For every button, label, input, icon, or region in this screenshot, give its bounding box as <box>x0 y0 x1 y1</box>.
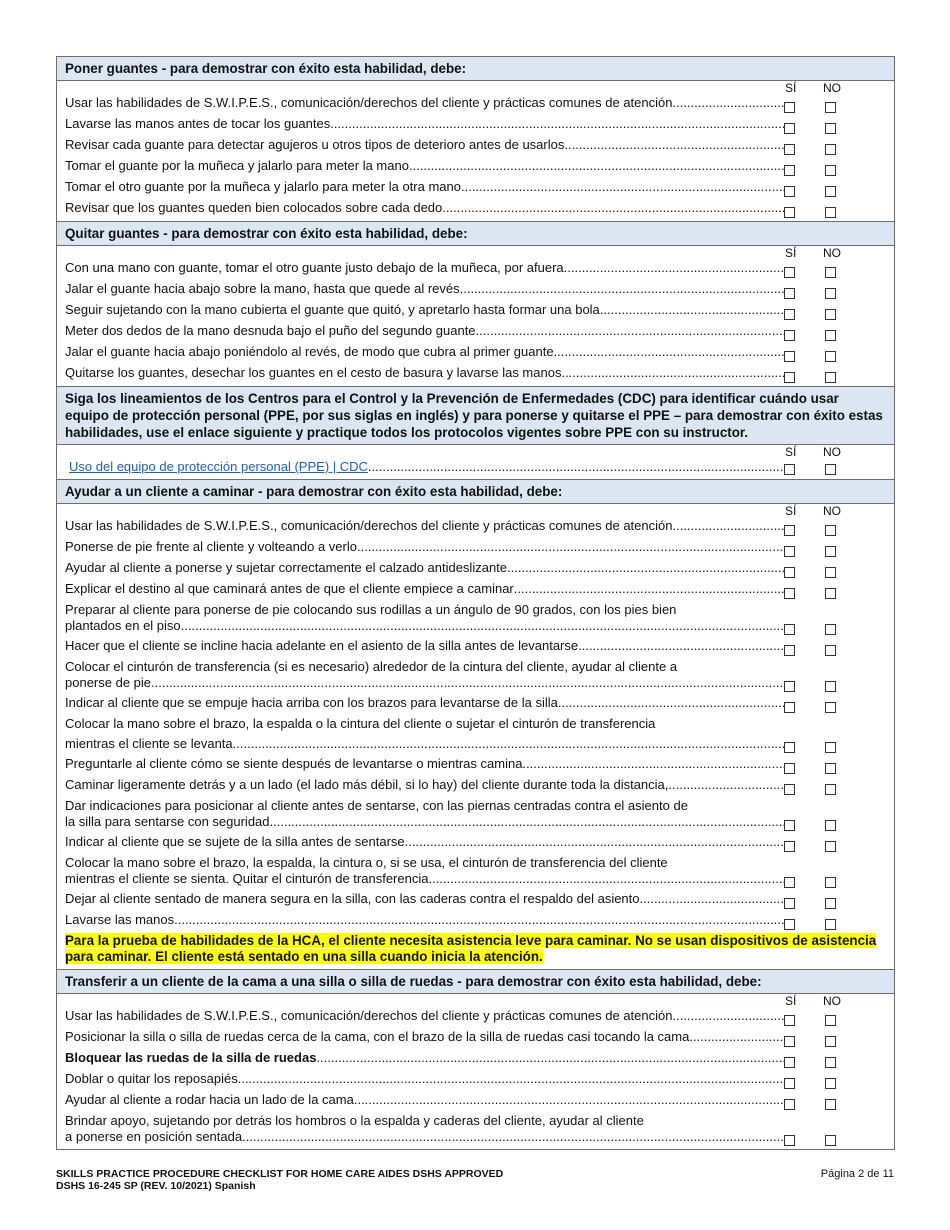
checklist-item <box>57 200 894 221</box>
item-line <box>65 200 785 216</box>
checkbox-si[interactable] <box>784 645 795 656</box>
checkbox-si[interactable] <box>784 525 795 536</box>
item-text <box>57 695 785 711</box>
item-text <box>57 638 785 654</box>
checklist-item <box>57 834 894 855</box>
leader-dots <box>442 200 785 216</box>
checkbox-no[interactable] <box>825 144 836 155</box>
checkbox-no[interactable] <box>825 330 836 341</box>
checkbox-no[interactable] <box>825 898 836 909</box>
item-line-text: Usar las habilidades de S.W.I.P.E.S., comunicación/derechos del cliente y prácticas comunes de atención <box>65 1008 673 1023</box>
column-header <box>57 504 894 518</box>
section-poner-guantes <box>57 57 894 221</box>
section-cdc-ppe <box>57 386 894 479</box>
item-line <box>65 581 785 597</box>
item-line <box>65 1029 785 1045</box>
checklist-item <box>57 137 894 158</box>
checklist-item <box>57 560 894 581</box>
checkbox-no[interactable] <box>825 567 836 578</box>
checkbox-no[interactable] <box>825 207 836 218</box>
checklist-item <box>57 344 894 365</box>
item-line-text: Con una mano con guante, tomar el otro guante justo debajo de la muñeca, por afuera <box>65 260 564 275</box>
checkbox-si[interactable] <box>784 372 795 383</box>
item-text <box>57 560 785 576</box>
checkbox-si[interactable] <box>784 351 795 362</box>
section-title: Poner guantes - para demostrar con éxito esta habilidad, debe: <box>57 57 894 81</box>
checklist-item <box>57 323 894 344</box>
item-line-text: Revisar que los guantes queden bien colocados sobre cada dedo <box>65 200 443 215</box>
checkbox-no[interactable] <box>825 267 836 278</box>
checkbox-no[interactable] <box>825 841 836 852</box>
item-text <box>57 459 785 475</box>
checkbox-si[interactable] <box>784 898 795 909</box>
item-line <box>65 365 785 381</box>
item-line <box>65 116 785 132</box>
column-si-label: SÍ <box>785 246 797 260</box>
item-text <box>57 323 785 339</box>
item-line-text: Brindar apoyo, sujetando por detrás los hombros o la espalda y caderas del cliente, ayudar al cliente <box>65 1113 644 1128</box>
footer-line-2: DSHS 16-245 SP (REV. 10/2021) Spanish <box>56 1180 256 1192</box>
item-line <box>65 1050 785 1066</box>
item-text <box>57 539 785 555</box>
item-line-text: Usar las habilidades de S.W.I.P.E.S., comunicación/derechos del cliente y prácticas comunes de atención <box>65 518 673 533</box>
checklist-item <box>57 1008 894 1029</box>
item-text <box>57 365 785 381</box>
item-text <box>57 116 785 132</box>
item-text <box>57 1050 785 1066</box>
section-title: Siga los lineamientos de los Centros para el Control y la Prevención de Enfermedades (CDC) para identificar cuándo usar equipo de protección personal (PPE, por sus siglas en inglés) y para ponerse y quitarse el PPE – para demostrar con éxito estas habilidades, use el enlace siguiente y practique todos los protocolos vigentes sobre PPE con su instructor. <box>57 387 894 445</box>
item-text <box>57 200 785 216</box>
checkbox-no[interactable] <box>825 1099 836 1110</box>
checkbox-no[interactable] <box>825 645 836 656</box>
item-line-text: Dejar al cliente sentado de manera segura en la silla, con las caderas contra el respaldo del asiento <box>65 891 640 906</box>
item-line-text: Caminar ligeramente detrás y a un lado (el lado más débil, si lo hay) del cliente durante toda la distancia, <box>65 777 669 792</box>
checkbox-si[interactable] <box>784 1099 795 1110</box>
checklist-item <box>57 912 894 933</box>
section-title: Quitar guantes - para demostrar con éxito esta habilidad, debe: <box>57 222 894 246</box>
item-line-text: Quitarse los guantes, desechar los guantes en el cesto de basura y lavarse las manos <box>65 365 562 380</box>
item-line <box>65 871 785 887</box>
item-text <box>57 281 785 297</box>
checkbox-no[interactable] <box>825 186 836 197</box>
item-line-text: Lavarse las manos antes de tocar los guantes <box>65 116 331 131</box>
leader-dots <box>522 756 785 772</box>
checklist-item <box>57 95 894 116</box>
column-header <box>57 246 894 260</box>
checklist-item <box>57 260 894 281</box>
checkbox-si[interactable] <box>784 288 795 299</box>
checklist-item <box>57 1113 894 1149</box>
item-text <box>57 756 785 772</box>
column-header <box>57 445 894 459</box>
item-line-text: Ayudar al cliente a ponerse y sujetar correctamente el calzado antideslizante <box>65 560 508 575</box>
leader-dots <box>405 834 785 850</box>
checkbox-si[interactable] <box>784 123 795 134</box>
checkbox-no[interactable] <box>825 165 836 176</box>
cdc-ppe-link[interactable]: Uso del equipo de protección personal (PPE) | CDC <box>69 459 368 474</box>
item-line-text: la silla para sentarse con seguridad <box>65 814 270 829</box>
checklist-item <box>57 302 894 323</box>
column-si-label: SÍ <box>785 994 797 1008</box>
item-line-text: Colocar la mano sobre el brazo, la espalda, la cintura o, si se usa, el cinturón de transferencia del cliente <box>65 855 668 870</box>
checklist-item <box>57 116 894 137</box>
item-line <box>65 281 785 297</box>
leader-dots <box>174 912 785 928</box>
item-line <box>65 344 785 360</box>
checklist-item <box>57 1071 894 1092</box>
item-line <box>65 814 785 830</box>
item-line-text: Dar indicaciones para posicionar al cliente antes de sentarse, con las piernas centradas contra el asiento de <box>65 798 688 813</box>
leader-dots <box>672 1008 785 1024</box>
section-ayudar-caminar <box>57 479 894 969</box>
item-line <box>65 518 785 534</box>
checkbox-si[interactable] <box>784 681 795 692</box>
checkbox-no[interactable] <box>825 372 836 383</box>
checkbox-no[interactable] <box>825 877 836 888</box>
item-line-text: Seguir sujetando con la mano cubierta el guante que quitó, y apretarlo hasta formar una bola <box>65 302 600 317</box>
checkbox-si[interactable] <box>784 588 795 599</box>
leader-dots <box>316 1050 785 1066</box>
checkbox-si[interactable] <box>784 841 795 852</box>
item-line-text: ponerse de pie <box>65 675 152 690</box>
checklist-item <box>57 855 894 891</box>
item-line <box>65 95 785 111</box>
leader-dots <box>151 675 785 691</box>
checklist-item <box>57 716 894 756</box>
item-text <box>57 777 785 793</box>
item-line <box>65 1092 785 1108</box>
checkbox-si[interactable] <box>784 546 795 557</box>
item-line-text: Explicar el destino al que caminará antes de que el cliente empiece a caminar <box>65 581 514 596</box>
item-line <box>65 695 785 711</box>
item-line <box>65 1008 785 1024</box>
checkbox-si[interactable] <box>784 1078 795 1089</box>
item-line <box>65 855 785 871</box>
checkbox-si[interactable] <box>784 102 795 113</box>
column-no-label: NO <box>823 81 841 95</box>
checklist-item <box>57 1050 894 1071</box>
item-line <box>65 716 785 732</box>
footer-line-1: SKILLS PRACTICE PROCEDURE CHECKLIST FOR HOME CARE AIDES DSHS APPROVED <box>56 1168 504 1180</box>
note-text: Para la prueba de habilidades de la HCA, el cliente necesita asistencia leve para caminar. No se usan dispositivos de asistencia para caminar. El cliente está sentado en una silla cuando inicia la atención. <box>65 933 877 964</box>
checklist-item <box>57 695 894 716</box>
checkbox-si[interactable] <box>784 1057 795 1068</box>
section-quitar-guantes <box>57 221 894 386</box>
item-line-text: Indicar al cliente que se sujete de la silla antes de sentarse <box>65 834 405 849</box>
item-line <box>65 736 785 752</box>
item-text <box>57 260 785 276</box>
checkbox-si[interactable] <box>784 742 795 753</box>
checkbox-si[interactable] <box>784 1135 795 1146</box>
item-line-text: Tomar el guante por la muñeca y jalarlo para meter la mano <box>65 158 409 173</box>
checkbox-no[interactable] <box>825 742 836 753</box>
item-line-text: mientras el cliente se levanta <box>65 736 233 751</box>
item-line <box>69 459 785 475</box>
item-line-text: a ponerse en posición sentada <box>65 1129 243 1144</box>
checkbox-si[interactable] <box>784 624 795 635</box>
item-line <box>65 834 785 850</box>
leader-dots <box>668 777 785 793</box>
item-line-text: Preguntarle al cliente cómo se siente después de levantarse o mientras camina <box>65 756 523 771</box>
item-line-text: Posicionar la silla o silla de ruedas cerca de la cama, con el brazo de la silla de ruedas casi tocando la cama <box>65 1029 690 1044</box>
checkbox-si[interactable] <box>784 165 795 176</box>
highlighted-note <box>57 933 894 969</box>
item-text <box>57 95 785 111</box>
item-line <box>65 777 785 793</box>
column-si-label: SÍ <box>785 445 797 459</box>
item-line <box>65 260 785 276</box>
checkbox-no[interactable] <box>825 624 836 635</box>
item-line-text: Preparar al cliente para ponerse de pie colocando sus rodillas a un ángulo de 90 grados, con los pies bien <box>65 602 677 617</box>
item-line <box>65 137 785 153</box>
checkbox-si[interactable] <box>784 1036 795 1047</box>
checkbox-no[interactable] <box>825 681 836 692</box>
checkbox-no[interactable] <box>825 1078 836 1089</box>
checkbox-no[interactable] <box>825 351 836 362</box>
item-text <box>57 716 785 752</box>
checkbox-si[interactable] <box>784 763 795 774</box>
item-line <box>65 638 785 654</box>
checkbox-no[interactable] <box>825 102 836 113</box>
item-line <box>65 618 785 634</box>
leader-dots <box>233 736 785 752</box>
leader-dots <box>564 137 785 153</box>
item-line-text: Colocar el cinturón de transferencia (si es necesario) alrededor de la cintura del cliente, ayudar al cliente a <box>65 659 678 674</box>
item-text <box>57 912 785 928</box>
checklist-item <box>57 659 894 695</box>
item-text <box>57 179 785 195</box>
leader-dots <box>354 1092 785 1108</box>
item-line <box>65 302 785 318</box>
checkbox-si[interactable] <box>784 330 795 341</box>
leader-dots <box>461 179 785 195</box>
leader-dots <box>672 518 785 534</box>
footer-form-title <box>56 1168 503 1192</box>
checkbox-no[interactable] <box>825 288 836 299</box>
item-text <box>57 1071 785 1087</box>
leader-dots <box>514 581 785 597</box>
checkbox-no[interactable] <box>825 820 836 831</box>
checklist-item <box>57 602 894 638</box>
leader-dots <box>238 1071 785 1087</box>
item-text <box>57 659 785 691</box>
column-no-label: NO <box>823 504 841 518</box>
leader-dots <box>476 323 785 339</box>
checkbox-no[interactable] <box>825 309 836 320</box>
column-header <box>57 994 894 1008</box>
item-line <box>65 912 785 928</box>
checkbox-si[interactable] <box>784 207 795 218</box>
checkbox-no[interactable] <box>825 464 836 475</box>
checkbox-si[interactable] <box>784 784 795 795</box>
checkbox-no[interactable] <box>825 1036 836 1047</box>
checkbox-no[interactable] <box>825 1057 836 1068</box>
checkbox-si[interactable] <box>784 267 795 278</box>
leader-dots <box>330 116 785 132</box>
checkbox-si[interactable] <box>784 702 795 713</box>
checkbox-no[interactable] <box>825 546 836 557</box>
item-text <box>57 158 785 174</box>
item-line-text: Ayudar al cliente a rodar hacia un lado de la cama <box>65 1092 354 1107</box>
checkbox-si[interactable] <box>784 567 795 578</box>
item-line <box>65 602 785 618</box>
checkbox-si[interactable] <box>784 919 795 930</box>
item-text <box>57 1008 785 1024</box>
checkbox-si[interactable] <box>784 464 795 475</box>
checkbox-no[interactable] <box>825 525 836 536</box>
item-line <box>65 756 785 772</box>
leader-dots <box>270 814 785 830</box>
item-text <box>57 891 785 907</box>
checkbox-si[interactable] <box>784 820 795 831</box>
column-header <box>57 81 894 95</box>
leader-dots <box>432 871 785 887</box>
leader-dots <box>564 260 785 276</box>
checkbox-si[interactable] <box>784 186 795 197</box>
item-line-text: Tomar el otro guante por la muñeca y jalarlo para meter la otra mano <box>65 179 461 194</box>
item-text <box>57 602 785 634</box>
checklist-item <box>57 798 894 834</box>
item-line-text: Jalar el guante hacia abajo sobre la mano, hasta que quede al revés <box>65 281 460 296</box>
leader-dots <box>600 302 785 318</box>
item-line-text: Bloquear las ruedas de la silla de ruedas <box>65 1050 317 1065</box>
item-text <box>57 1092 785 1108</box>
checklist-item <box>57 281 894 302</box>
item-line-text: Revisar cada guante para detectar agujeros u otros tipos de deterioro antes de usarlos <box>65 137 565 152</box>
item-text <box>57 855 785 887</box>
item-text <box>57 834 785 850</box>
item-line-text: Doblar o quitar los reposapiés <box>65 1071 238 1086</box>
checklist-item <box>57 638 894 659</box>
leader-dots <box>672 95 785 111</box>
checkbox-no[interactable] <box>825 588 836 599</box>
item-line-text: Jalar el guante hacia abajo poniéndolo al revés, de modo que cubra al primer guante <box>65 344 554 359</box>
column-si-label: SÍ <box>785 504 797 518</box>
checklist-item <box>57 158 894 179</box>
leader-dots <box>578 638 785 654</box>
item-line <box>65 1113 785 1129</box>
item-line <box>65 659 785 675</box>
item-line-text: Meter dos dedos de la mano desnuda bajo el puño del segundo guante <box>65 323 476 338</box>
item-text <box>57 344 785 360</box>
item-line-text: Colocar la mano sobre el brazo, la espalda o la cintura del cliente o sujetar el cinturón de transferencia <box>65 716 656 731</box>
leader-dots <box>558 695 785 711</box>
leader-dots <box>554 344 785 360</box>
checklist-item <box>57 1029 894 1050</box>
item-text <box>57 137 785 153</box>
item-line-text: mientras el cliente se sienta. Quitar el cinturón de transferencia. <box>65 871 433 886</box>
item-line <box>65 560 785 576</box>
item-line-text: Ponerse de pie frente al cliente y volteando a verlo <box>65 539 357 554</box>
item-text <box>57 581 785 597</box>
item-line-text: plantados en el piso <box>65 618 181 633</box>
item-text <box>57 518 785 534</box>
leader-dots <box>181 618 785 634</box>
item-line <box>65 179 785 195</box>
section-title: Transferir a un cliente de la cama a una silla o silla de ruedas - para demostrar con éxito esta habilidad, debe: <box>57 970 894 994</box>
link-row <box>57 459 894 479</box>
section-title: Ayudar a un cliente a caminar - para demostrar con éxito esta habilidad, debe: <box>57 480 894 504</box>
section-transferir-silla <box>57 969 894 1149</box>
column-no-label: NO <box>823 246 841 260</box>
item-line <box>65 675 785 691</box>
checklist-item <box>57 365 894 386</box>
item-line-text: Hacer que el cliente se incline hacia adelante en el asiento de la silla antes de levantarse <box>65 638 579 653</box>
checklist-item <box>57 777 894 798</box>
item-line <box>65 539 785 555</box>
leader-dots <box>640 891 785 907</box>
item-line <box>65 1071 785 1087</box>
checklist-item <box>57 179 894 200</box>
item-line <box>65 1129 785 1145</box>
checkbox-no[interactable] <box>825 784 836 795</box>
item-text <box>57 302 785 318</box>
checklist-item <box>57 756 894 777</box>
checkbox-si[interactable] <box>784 877 795 888</box>
item-line <box>65 158 785 174</box>
checkbox-si[interactable] <box>784 1015 795 1026</box>
item-text <box>57 798 785 830</box>
checkbox-no[interactable] <box>825 1015 836 1026</box>
leader-dots <box>409 158 785 174</box>
leader-dots <box>561 365 785 381</box>
leader-dots <box>507 560 785 576</box>
item-line-text: Indicar al cliente que se empuje hacia arriba con los brazos para levantarse de la silla <box>65 695 558 710</box>
item-line-text: Lavarse las manos <box>65 912 175 927</box>
checklist-item <box>57 581 894 602</box>
item-text <box>57 1029 785 1045</box>
item-line-text: Usar las habilidades de S.W.I.P.E.S., comunicación/derechos del cliente y prácticas comunes de atención <box>65 95 673 110</box>
checkbox-no[interactable] <box>825 763 836 774</box>
checklist-form <box>56 56 895 1150</box>
checklist-item <box>57 539 894 560</box>
leader-dots <box>357 539 785 555</box>
checkbox-no[interactable] <box>825 702 836 713</box>
checkbox-no[interactable] <box>825 1135 836 1146</box>
leader-dots <box>689 1029 785 1045</box>
leader-dots <box>242 1129 785 1145</box>
checkbox-si[interactable] <box>784 309 795 320</box>
checklist-item <box>57 891 894 912</box>
column-no-label: NO <box>823 445 841 459</box>
item-line <box>65 891 785 907</box>
page-number: Página 2 de 11 <box>820 1168 894 1180</box>
checkbox-si[interactable] <box>784 144 795 155</box>
leader-dots <box>460 281 785 297</box>
checkbox-no[interactable] <box>825 919 836 930</box>
checklist-item <box>57 1092 894 1113</box>
item-text <box>57 1113 785 1145</box>
checkbox-no[interactable] <box>825 123 836 134</box>
item-line <box>65 798 785 814</box>
column-si-label: SÍ <box>785 81 797 95</box>
checklist-item <box>57 518 894 539</box>
column-no-label: NO <box>823 994 841 1008</box>
item-line <box>65 323 785 339</box>
leader-dots <box>368 459 785 475</box>
